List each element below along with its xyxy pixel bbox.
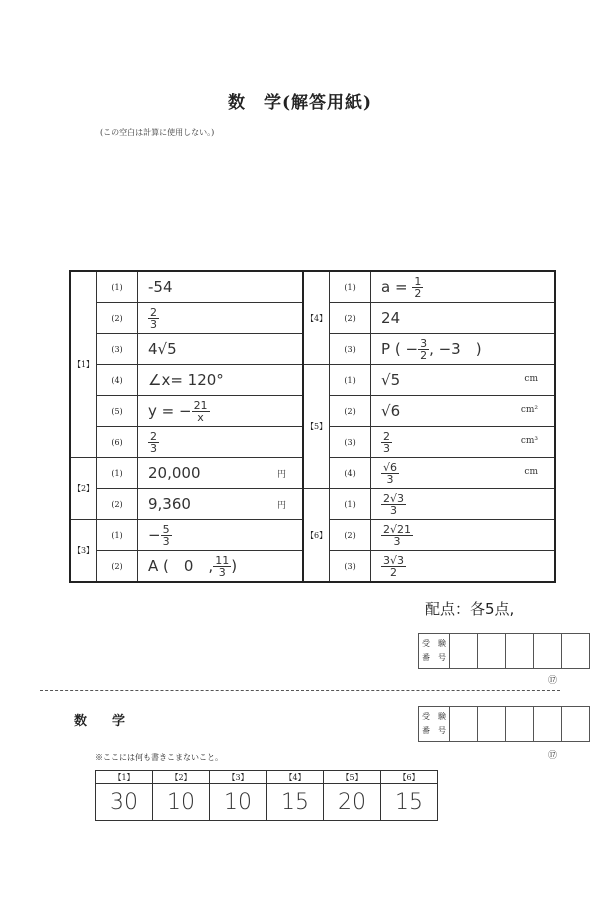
answer-s4-2[interactable] (371, 303, 555, 334)
answer-text: ∠x= 120° (148, 371, 224, 389)
fraction: $\frac{1}{2}$ (414, 274, 422, 300)
answer-text: √6 (381, 402, 401, 420)
answer-text: 24 (381, 309, 401, 327)
score-header: 【1】 (96, 771, 153, 784)
unit-label: cm² (520, 405, 538, 415)
fraction: $\frac{2√21}{3}$ (383, 522, 412, 548)
margin-note: (この空白は計算に使用しない。) (100, 128, 215, 137)
instruction-note: ※ここには何も書きこまないこと。 (95, 753, 223, 762)
unit-label: cm (524, 374, 538, 384)
exam-number-cell[interactable] (562, 707, 590, 742)
answer-s5-1[interactable] (371, 365, 555, 396)
answer-prefix: A ( 0 , (148, 556, 214, 575)
question-number: (3) (97, 334, 138, 365)
question-number: (6) (97, 427, 138, 458)
answer-s3-1[interactable] (138, 520, 304, 551)
question-number: (4) (330, 458, 371, 489)
exam-number-cell[interactable] (534, 634, 562, 669)
exam-number-cell[interactable] (562, 634, 590, 669)
subject-label: 数 学 (74, 714, 132, 729)
exam-number-box[interactable] (418, 633, 590, 669)
answer-table (69, 270, 556, 583)
score-header: 【3】 (210, 771, 267, 784)
exam-number-cell[interactable] (478, 707, 506, 742)
answer-text: -54 (148, 278, 173, 296)
unit-label: cm (524, 467, 538, 477)
answer-s1-3[interactable] (138, 334, 304, 365)
unit-label: cm³ (520, 436, 538, 446)
question-number: (1) (330, 271, 371, 303)
score-grid (95, 770, 438, 821)
answer-s2-1[interactable] (138, 458, 304, 489)
page-mark-2: ⑰ (548, 751, 558, 761)
question-number: (2) (97, 489, 138, 520)
answer-s1-6[interactable] (138, 427, 304, 458)
exam-number-cell[interactable] (506, 634, 534, 669)
fraction: $\frac{5}{3}$ (162, 522, 170, 548)
answer-s3-2[interactable] (138, 551, 304, 583)
question-number: (5) (97, 396, 138, 427)
answer-row (70, 365, 555, 396)
question-number: (4) (97, 365, 138, 396)
answer-s1-5[interactable] (138, 396, 304, 427)
section-label-s2: 【2】 (70, 458, 97, 520)
answer-s5-3[interactable] (371, 427, 555, 458)
exam-number-cell[interactable] (450, 707, 478, 742)
question-number: (2) (330, 303, 371, 334)
exam-number-label: 受 験 番 号 (419, 707, 450, 742)
answer-s4-1[interactable] (371, 271, 555, 303)
exam-number-label: 受 験 番 号 (419, 634, 450, 669)
section-label-s4: 【4】 (303, 271, 330, 365)
answer-suffix: , −3 ) (429, 339, 482, 358)
answer-prefix: y = − (148, 401, 192, 420)
fraction: $\frac{√6}{3}$ (383, 460, 398, 486)
answer-text: √5 (381, 371, 401, 389)
unit-label: 円 (277, 501, 287, 511)
score-cell[interactable]: 10 (210, 784, 267, 821)
fraction: $\frac{2}{3}$ (150, 305, 157, 331)
question-number: (2) (330, 520, 371, 551)
fraction: $\frac{3}{2}$ (420, 336, 428, 362)
exam-number-cell[interactable] (506, 707, 534, 742)
answer-prefix: a = (381, 277, 413, 296)
answer-s4-3[interactable] (371, 334, 555, 365)
question-number: (3) (330, 334, 371, 365)
answer-text: 20,000 (148, 464, 201, 482)
score-cell[interactable]: 15 (267, 784, 324, 821)
exam-number-box-2[interactable] (418, 706, 590, 742)
answer-suffix: ) (231, 556, 238, 575)
score-header: 【4】 (267, 771, 324, 784)
answer-s6-3[interactable] (371, 551, 555, 583)
exam-number-cell[interactable] (478, 634, 506, 669)
question-number: (1) (97, 271, 138, 303)
score-header: 【2】 (153, 771, 210, 784)
fraction: $\frac{3√3}{2}$ (383, 553, 405, 579)
question-number: (2) (97, 551, 138, 583)
answer-prefix: P ( − (381, 339, 419, 358)
fraction: $\frac{2}{3}$ (383, 429, 391, 455)
question-number: (3) (330, 551, 371, 583)
fraction: $\frac{21}{x}$ (193, 398, 208, 424)
score-cell[interactable]: 20 (324, 784, 381, 821)
question-number: (1) (330, 365, 371, 396)
fraction: $\frac{11}{3}$ (215, 553, 230, 579)
answer-s6-2[interactable] (371, 520, 555, 551)
score-cell[interactable]: 30 (96, 784, 153, 821)
section-label-s5: 【5】 (303, 365, 330, 489)
score-note: 配点：各5点, (425, 600, 515, 618)
exam-number-cell[interactable] (450, 634, 478, 669)
score-cell[interactable]: 10 (153, 784, 210, 821)
answer-text: 9,360 (148, 495, 191, 513)
score-header: 【6】 (381, 771, 438, 784)
answer-row (70, 489, 555, 520)
answer-s5-4[interactable] (371, 458, 555, 489)
page-title: 数 学(解答用紙) (227, 93, 373, 113)
question-number: (2) (330, 396, 371, 427)
exam-number-cell[interactable] (534, 707, 562, 742)
answer-text: 4√5 (148, 340, 177, 358)
section-label-s1: 【1】 (70, 271, 97, 458)
answer-prefix: − (148, 525, 161, 544)
score-header: 【5】 (324, 771, 381, 784)
question-number: (2) (97, 303, 138, 334)
question-number: (1) (97, 520, 138, 551)
answer-s1-4[interactable] (138, 365, 304, 396)
section-label-s3: 【3】 (70, 520, 97, 583)
page-mark: ⑰ (548, 676, 558, 686)
unit-label: 円 (277, 470, 287, 480)
answer-s6-1[interactable] (371, 489, 555, 520)
cut-line (40, 690, 560, 691)
section-label-s6: 【6】 (303, 489, 330, 583)
score-cell[interactable]: 15 (381, 784, 438, 821)
answer-row (70, 271, 555, 303)
answer-s5-2[interactable] (371, 396, 555, 427)
fraction: $\frac{2}{3}$ (150, 429, 157, 455)
fraction: $\frac{2√3}{3}$ (383, 491, 405, 517)
question-number: (1) (97, 458, 138, 489)
answer-s2-2[interactable] (138, 489, 304, 520)
answer-s1-2[interactable] (138, 303, 304, 334)
question-number: (1) (330, 489, 371, 520)
question-number: (3) (330, 427, 371, 458)
answer-s1-1[interactable] (138, 271, 304, 303)
